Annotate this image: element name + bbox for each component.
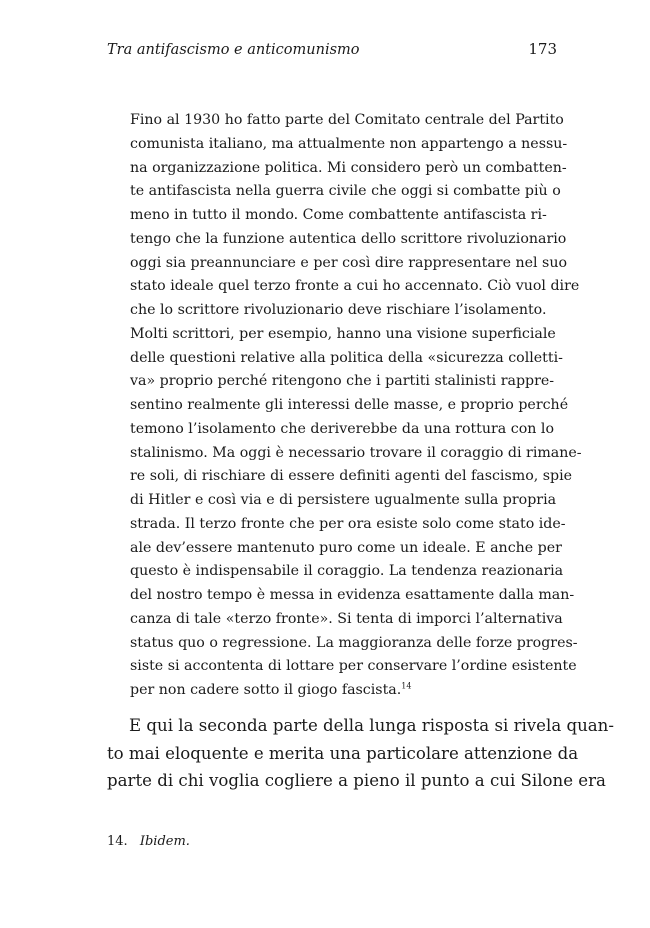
page-number: 173 <box>528 40 557 58</box>
quote-line: te antifascista nella guerra civile che oggi si combatte più o <box>130 183 561 200</box>
quote-line: meno in tutto il mondo. Come combattente antifascista ri- <box>130 207 547 223</box>
footnote <box>107 834 190 849</box>
quote-line: canza di tale «terzo fronte». Si tenta di imporci l’alternativa <box>130 610 563 627</box>
quote-line: va» proprio perché ritengono che i partiti stalinisti rappre- <box>130 373 555 390</box>
quote-line: Molti scrittori, per esempio, hanno una visione superficiale <box>130 325 556 342</box>
quote-line-last <box>130 679 535 703</box>
quote-line: che lo scrittore rivoluzionario deve rischiare l’isolamento. <box>130 302 547 318</box>
running-header <box>107 40 557 64</box>
quote-line: delle questioni relative alla politica della «sicurezza colletti- <box>130 349 563 366</box>
quote-line: tengo che la funzione autentica dello scrittore rivoluzionario <box>130 230 567 247</box>
quote-line: stato ideale quel terzo fronte a cui ho accennato. Ciò vuol dire <box>130 278 580 295</box>
body-line: to mai eloquente e merita una particolare attenzione da <box>107 743 579 763</box>
quote-line: sentino realmente gli interessi delle masse, e proprio perché <box>130 397 569 413</box>
footnote-reference[interactable]: 14 <box>401 681 412 691</box>
body-line: E qui la seconda parte della lunga risposta si rivela quan- <box>129 716 614 735</box>
quote-line: Fino al 1930 ho fatto parte del Comitato centrale del Partito <box>130 112 564 128</box>
quote-line: re soli, di rischiare di essere definiti agenti del fascismo, spie <box>130 468 573 485</box>
quote-line: na organizzazione politica. Mi considero però un combatten- <box>130 159 567 176</box>
block-quote <box>130 109 582 703</box>
body-line: parte di chi voglia cogliere a pieno il punto a cui Silone era <box>107 771 606 790</box>
quote-line: stalinismo. Ma oggi è necessario trovare il coraggio di rimane- <box>130 444 582 461</box>
footnote-text: Ibidem. <box>139 834 190 849</box>
quote-line: siste si accontenta di lottare per conservare l’ordine esistente <box>130 658 577 675</box>
quote-line: ale dev’essere mantenuto puro come un ideale. E anche per <box>130 539 562 556</box>
quote-line: status quo o regressione. La maggioranza delle forze progres- <box>130 634 578 651</box>
quote-line: strada. Il terzo fronte che per ora esiste solo come stato ide- <box>130 515 566 532</box>
quote-line: comunista italiano, ma attualmente non appartengo a nessu- <box>130 135 568 152</box>
quote-line-text: per non cadere sotto il giogo fascista. <box>130 682 402 698</box>
quote-line: del nostro tempo è messa in evidenza esattamente dalla man- <box>130 587 575 603</box>
quote-line: questo è indispensabile il coraggio. La tendenza reazionaria <box>130 563 564 580</box>
quote-line: di Hitler e così via e di persistere ugualmente sulla propria <box>130 492 557 508</box>
body-paragraph <box>107 712 614 795</box>
footnote-number: 14. <box>107 834 128 849</box>
running-title: Tra antifascismo e anticomunismo <box>107 42 360 58</box>
quote-line: temono l’isolamento che deriverebbe da una rottura con lo <box>130 420 554 437</box>
quote-line: oggi sia preannunciare e per così dire rappresentare nel suo <box>130 254 568 271</box>
